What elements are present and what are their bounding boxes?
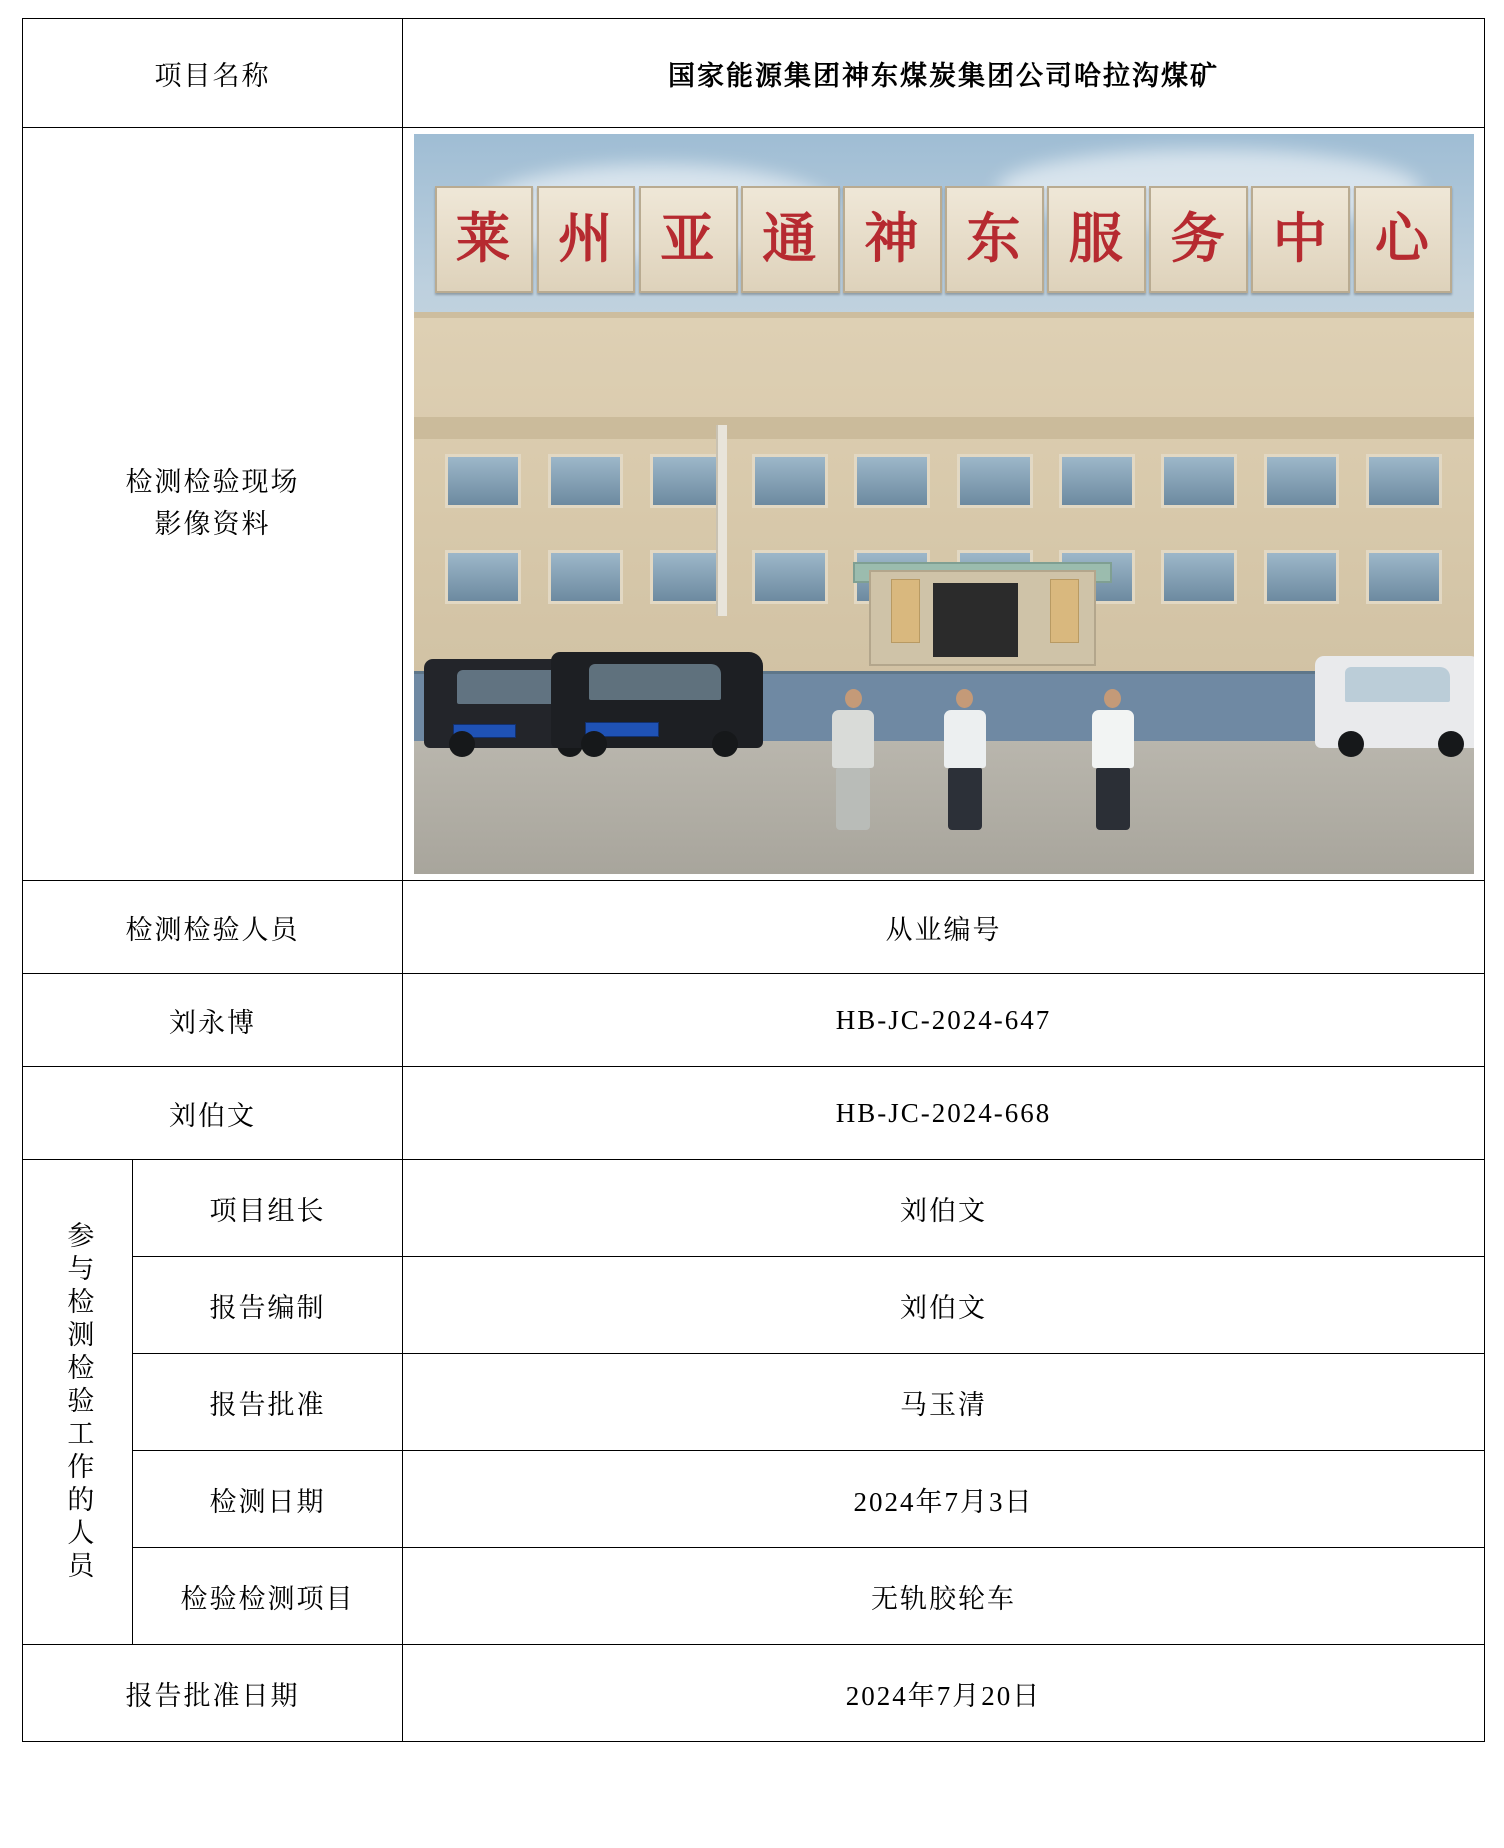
table-row-approval-date: [23, 1645, 1485, 1742]
window: [957, 454, 1033, 508]
table-row-inspector-1: [23, 974, 1485, 1067]
person-legs: [1096, 768, 1130, 830]
report-author-label: 报告编制: [133, 1257, 403, 1354]
sign-character: 神: [843, 186, 942, 294]
entrance-door: [933, 583, 1018, 658]
window: [548, 454, 624, 508]
rooftop-sign: [435, 190, 1453, 294]
window: [752, 550, 828, 604]
sign-character: 中: [1251, 186, 1350, 294]
person-legs: [836, 768, 870, 830]
window: [445, 550, 521, 604]
inspector-2-name: 刘伯文: [23, 1067, 403, 1160]
approval-date-value: 2024年7月20日: [403, 1645, 1485, 1742]
person-head: [1104, 689, 1121, 708]
participants-label: 参与检测检验工作的人员: [63, 1220, 94, 1584]
sign-character: 心: [1354, 186, 1453, 294]
table-row-team-leader: [23, 1160, 1485, 1257]
parked-car: [1315, 656, 1474, 749]
sign-character: 服: [1047, 186, 1146, 294]
person-figure: [832, 689, 874, 830]
person-head: [845, 689, 862, 708]
car-wheel: [1438, 731, 1464, 757]
project-name-label: 项目名称: [23, 19, 403, 128]
entrance-banner-left: [891, 579, 921, 643]
window: [1264, 454, 1340, 508]
person-legs: [948, 768, 982, 830]
table-row-test-item: [23, 1548, 1485, 1645]
person-torso: [944, 710, 986, 768]
sign-character: 州: [537, 186, 636, 294]
window: [650, 550, 726, 604]
car-wheel: [712, 731, 738, 757]
sign-character: 亚: [639, 186, 738, 294]
inspector-1-name: 刘永博: [23, 974, 403, 1067]
inspection-report-table: [22, 18, 1485, 1742]
site-photo-cell: [403, 128, 1485, 881]
participants-label-cell: [23, 1160, 133, 1645]
parked-car: [551, 652, 763, 748]
approval-date-label: 报告批准日期: [23, 1645, 403, 1742]
window: [650, 454, 726, 508]
window: [1059, 454, 1135, 508]
photo-label-line1: 检测检验现场: [125, 467, 300, 498]
inspector-2-id: HB-JC-2024-668: [403, 1067, 1485, 1160]
window: [548, 550, 624, 604]
license-label: 从业编号: [403, 881, 1485, 974]
test-date-value: 2024年7月3日: [403, 1451, 1485, 1548]
test-item-label: 检验检测项目: [133, 1548, 403, 1645]
window: [1264, 550, 1340, 604]
team-leader-label: 项目组长: [133, 1160, 403, 1257]
report-author-value: 刘伯文: [403, 1257, 1485, 1354]
report-approver-label: 报告批准: [133, 1354, 403, 1451]
table-row-report-author: [23, 1257, 1485, 1354]
report-approver-value: 马玉清: [403, 1354, 1485, 1451]
car-window: [589, 664, 720, 701]
building-roof-band: [414, 417, 1474, 439]
sign-character: 莱: [435, 186, 534, 294]
sign-character: 通: [741, 186, 840, 294]
window: [1161, 454, 1237, 508]
window: [445, 454, 521, 508]
photo-label: [23, 128, 403, 881]
table-row-inspector-2: [23, 1067, 1485, 1160]
drain-pipe: [716, 425, 727, 616]
car-wheel: [581, 731, 607, 757]
window: [854, 454, 930, 508]
entrance-banner-right: [1050, 579, 1080, 643]
person-torso: [1092, 710, 1134, 768]
person-figure: [1092, 689, 1134, 830]
team-leader-value: 刘伯文: [403, 1160, 1485, 1257]
photo-label-line2: 影像资料: [154, 509, 271, 539]
window-row-upper: [445, 454, 1441, 508]
table-row-project-name: [23, 19, 1485, 128]
person-figure: [944, 689, 986, 830]
inspector-1-id: HB-JC-2024-647: [403, 974, 1485, 1067]
test-date-label: 检测日期: [133, 1451, 403, 1548]
sign-character: 务: [1149, 186, 1248, 294]
test-item-value: 无轨胶轮车: [403, 1548, 1485, 1645]
car-window: [1345, 667, 1450, 702]
person-head: [956, 689, 973, 708]
table-row-report-approver: [23, 1354, 1485, 1451]
project-name-value: 国家能源集团神东煤炭集团公司哈拉沟煤矿: [403, 19, 1485, 128]
window: [1366, 550, 1442, 604]
table-row-photo: [23, 128, 1485, 881]
table-row-inspector-header: [23, 881, 1485, 974]
inspector-label: 检测检验人员: [23, 881, 403, 974]
window: [1366, 454, 1442, 508]
window: [1161, 550, 1237, 604]
sign-character: 东: [945, 186, 1044, 294]
person-torso: [832, 710, 874, 768]
site-photo: [414, 134, 1474, 874]
table-row-test-date: [23, 1451, 1485, 1548]
window: [752, 454, 828, 508]
